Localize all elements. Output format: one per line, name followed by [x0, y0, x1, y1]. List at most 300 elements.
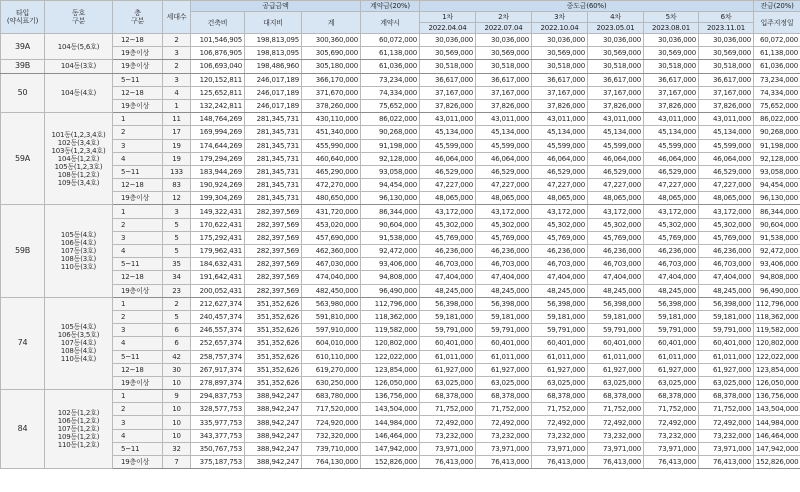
installment-cell: 47,404,000 [420, 271, 476, 284]
building-cost-cell: 252,657,374 [191, 337, 245, 350]
building-cost-cell: 170,622,431 [191, 218, 245, 231]
installment-cell: 37,826,000 [588, 99, 644, 112]
header-contract-time: 계약시 [361, 12, 420, 34]
installment-cell: 48,065,000 [420, 192, 476, 205]
table-row [1, 60, 800, 73]
installment-cell: 47,227,000 [420, 179, 476, 192]
header-installment-date: 2023.11.01 [699, 23, 754, 34]
land-cost-cell: 351,352,626 [245, 297, 302, 310]
units-cell: 6 [163, 324, 191, 337]
remainder-cell: 94,454,000 [754, 179, 800, 192]
units-cell: 35 [163, 258, 191, 271]
table-row [1, 165, 800, 178]
installment-cell: 60,401,000 [476, 337, 532, 350]
installment-cell: 63,025,000 [420, 376, 476, 389]
installment-cell: 76,413,000 [588, 456, 644, 469]
contract-cell: 112,796,000 [361, 297, 420, 310]
land-cost-cell: 281,345,731 [245, 192, 302, 205]
table-row [1, 179, 800, 192]
installment-cell: 45,599,000 [699, 139, 754, 152]
header-remainder: 잔금(20%) [754, 1, 800, 12]
building-cost-cell: 175,292,431 [191, 231, 245, 244]
building-cost-cell: 246,557,374 [191, 324, 245, 337]
table-row [1, 297, 800, 310]
installment-cell: 48,245,000 [588, 284, 644, 297]
installment-cell: 73,971,000 [532, 442, 588, 455]
table-row [1, 231, 800, 244]
installment-cell: 76,413,000 [532, 456, 588, 469]
floor-cell: 12~18 [113, 363, 163, 376]
units-cell: 32 [163, 442, 191, 455]
total-cell: 430,110,000 [302, 113, 361, 126]
header-middle: 중도금(60%) [420, 1, 754, 12]
header-row-1 [1, 1, 800, 12]
remainder-cell: 61,036,000 [754, 60, 800, 73]
installment-cell: 46,064,000 [644, 152, 699, 165]
units-cell: 5 [163, 231, 191, 244]
units-cell: 3 [163, 47, 191, 60]
table-row [1, 376, 800, 389]
installment-cell: 76,413,000 [420, 456, 476, 469]
land-cost-cell: 281,345,731 [245, 152, 302, 165]
building-cost-cell: 120,152,811 [191, 73, 245, 86]
installment-cell: 43,011,000 [699, 113, 754, 126]
installment-cell: 48,245,000 [420, 284, 476, 297]
installment-cell: 71,752,000 [699, 403, 754, 416]
floor-cell: 19층이상 [113, 47, 163, 60]
land-cost-cell: 281,345,731 [245, 179, 302, 192]
remainder-cell: 143,504,000 [754, 403, 800, 416]
installment-cell: 72,492,000 [476, 416, 532, 429]
land-cost-cell: 351,352,626 [245, 324, 302, 337]
header-total: 계 [302, 12, 361, 34]
total-cell: 472,270,000 [302, 179, 361, 192]
installment-cell: 46,529,000 [420, 165, 476, 178]
installment-cell: 48,065,000 [699, 192, 754, 205]
total-cell: 371,670,000 [302, 86, 361, 99]
building-cost-cell: 106,693,040 [191, 60, 245, 73]
building-cost-cell: 190,924,269 [191, 179, 245, 192]
installment-cell: 46,703,000 [699, 258, 754, 271]
floor-cell: 12~18 [113, 86, 163, 99]
installment-cell: 56,398,000 [532, 297, 588, 310]
installment-cell: 61,927,000 [476, 363, 532, 376]
remainder-cell: 61,138,000 [754, 47, 800, 60]
installment-cell: 30,518,000 [644, 60, 699, 73]
installment-cell: 48,245,000 [476, 284, 532, 297]
installment-cell: 63,025,000 [476, 376, 532, 389]
contract-cell: 92,472,000 [361, 245, 420, 258]
contract-cell: 61,138,000 [361, 47, 420, 60]
installment-cell: 45,599,000 [588, 139, 644, 152]
table-row [1, 126, 800, 139]
floor-cell: 2 [113, 403, 163, 416]
installment-cell: 60,401,000 [699, 337, 754, 350]
floor-cell: 19층이상 [113, 99, 163, 112]
installment-cell: 47,404,000 [476, 271, 532, 284]
building-cost-cell: 294,837,753 [191, 390, 245, 403]
building-cost-cell: 328,577,753 [191, 403, 245, 416]
contract-cell: 96,130,000 [361, 192, 420, 205]
land-cost-cell: 281,345,731 [245, 126, 302, 139]
building-cost-cell: 106,876,905 [191, 47, 245, 60]
units-cell: 10 [163, 403, 191, 416]
total-cell: 474,040,000 [302, 271, 361, 284]
table-row [1, 205, 800, 218]
land-cost-cell: 388,942,247 [245, 403, 302, 416]
total-cell: 305,180,000 [302, 60, 361, 73]
installment-cell: 60,401,000 [532, 337, 588, 350]
table-row [1, 152, 800, 165]
installment-cell: 63,025,000 [699, 376, 754, 389]
installment-cell: 30,518,000 [476, 60, 532, 73]
header-contract: 계약금(20%) [361, 1, 420, 12]
installment-cell: 43,011,000 [644, 113, 699, 126]
remainder-cell: 73,234,000 [754, 73, 800, 86]
installment-cell: 43,172,000 [476, 205, 532, 218]
installment-cell: 30,569,000 [644, 47, 699, 60]
installment-cell: 48,245,000 [644, 284, 699, 297]
installment-cell: 45,134,000 [476, 126, 532, 139]
installment-cell: 47,227,000 [588, 179, 644, 192]
installment-cell: 30,569,000 [588, 47, 644, 60]
type-cell: 50 [1, 73, 45, 113]
installment-cell: 72,492,000 [420, 416, 476, 429]
installment-cell: 59,181,000 [644, 310, 699, 323]
building-cost-cell: 200,052,431 [191, 284, 245, 297]
building-cost-cell: 212,627,374 [191, 297, 245, 310]
installment-cell: 47,227,000 [532, 179, 588, 192]
installment-cell: 71,752,000 [476, 403, 532, 416]
installment-cell: 36,617,000 [476, 73, 532, 86]
floor-cell: 3 [113, 324, 163, 337]
header-installment-date: 2023.08.01 [644, 23, 699, 34]
units-cell: 4 [163, 86, 191, 99]
installment-cell: 45,599,000 [420, 139, 476, 152]
installment-cell: 46,703,000 [532, 258, 588, 271]
installment-cell: 43,011,000 [476, 113, 532, 126]
header-installment-label: 5차 [644, 12, 699, 23]
installment-cell: 61,011,000 [532, 350, 588, 363]
installment-cell: 73,232,000 [644, 429, 699, 442]
building-cost-cell: 375,187,753 [191, 456, 245, 469]
units-cell: 34 [163, 271, 191, 284]
installment-cell: 30,036,000 [644, 34, 699, 47]
installment-cell: 37,826,000 [476, 99, 532, 112]
land-cost-cell: 281,345,731 [245, 113, 302, 126]
installment-cell: 30,518,000 [699, 60, 754, 73]
installment-cell: 48,065,000 [588, 192, 644, 205]
installment-cell: 68,378,000 [644, 390, 699, 403]
installment-cell: 56,398,000 [699, 297, 754, 310]
installment-cell: 59,791,000 [476, 324, 532, 337]
remainder-cell: 92,472,000 [754, 245, 800, 258]
header-installment-label: 3차 [532, 12, 588, 23]
total-cell: 305,690,000 [302, 47, 361, 60]
installment-cell: 46,703,000 [420, 258, 476, 271]
floor-cell: 5~11 [113, 258, 163, 271]
installment-cell: 45,599,000 [476, 139, 532, 152]
remainder-cell: 122,022,000 [754, 350, 800, 363]
total-cell: 717,520,000 [302, 403, 361, 416]
installment-cell: 45,599,000 [644, 139, 699, 152]
installment-cell: 63,025,000 [644, 376, 699, 389]
floor-cell: 19층이상 [113, 284, 163, 297]
installment-cell: 61,011,000 [644, 350, 699, 363]
floor-cell: 4 [113, 429, 163, 442]
contract-cell: 91,538,000 [361, 231, 420, 244]
building-cell: 102동(1,2호) 106동(1,2호) 107동(1,2호) 109동(1,2호) 110동(1,2호) [45, 390, 113, 469]
total-cell: 457,690,000 [302, 231, 361, 244]
installment-cell: 43,172,000 [644, 205, 699, 218]
units-cell: 10 [163, 429, 191, 442]
units-cell: 19 [163, 152, 191, 165]
building-cost-cell: 174,644,269 [191, 139, 245, 152]
installment-cell: 45,302,000 [476, 218, 532, 231]
installment-cell: 73,971,000 [699, 442, 754, 455]
floor-cell: 19층이상 [113, 192, 163, 205]
installment-cell: 59,181,000 [532, 310, 588, 323]
building-cost-cell: 184,632,431 [191, 258, 245, 271]
table-row [1, 34, 800, 47]
installment-cell: 45,599,000 [532, 139, 588, 152]
contract-cell: 86,022,000 [361, 113, 420, 126]
installment-cell: 68,378,000 [588, 390, 644, 403]
installment-cell: 73,232,000 [699, 429, 754, 442]
land-cost-cell: 282,397,569 [245, 205, 302, 218]
remainder-cell: 144,984,000 [754, 416, 800, 429]
type-cell: 59B [1, 205, 45, 297]
installment-cell: 73,971,000 [476, 442, 532, 455]
floor-cell: 2 [113, 310, 163, 323]
contract-cell: 94,454,000 [361, 179, 420, 192]
floor-cell: 4 [113, 152, 163, 165]
installment-cell: 56,398,000 [420, 297, 476, 310]
remainder-cell: 112,796,000 [754, 297, 800, 310]
remainder-cell: 136,756,000 [754, 390, 800, 403]
units-cell: 23 [163, 284, 191, 297]
installment-cell: 68,378,000 [532, 390, 588, 403]
type-cell: 39B [1, 60, 45, 73]
remainder-cell: 93,406,000 [754, 258, 800, 271]
remainder-cell: 96,490,000 [754, 284, 800, 297]
installment-cell: 37,167,000 [532, 86, 588, 99]
installment-cell: 71,752,000 [644, 403, 699, 416]
installment-cell: 47,404,000 [699, 271, 754, 284]
remainder-cell: 86,344,000 [754, 205, 800, 218]
installment-cell: 47,404,000 [588, 271, 644, 284]
installment-cell: 45,302,000 [532, 218, 588, 231]
table-row [1, 258, 800, 271]
building-cost-cell: 343,377,753 [191, 429, 245, 442]
installment-cell: 47,404,000 [644, 271, 699, 284]
table-row [1, 271, 800, 284]
installment-cell: 73,971,000 [420, 442, 476, 455]
building-cell: 101동(1,2,3,4호) 102동(3,4호) 103동(1,2,3,4호) 104동(1,2호) 105동(1,2,3호) 108동(1,2호) 109동(3,4호) [45, 113, 113, 205]
building-cost-cell: 350,767,753 [191, 442, 245, 455]
price-table-body [1, 34, 800, 469]
installment-cell: 30,569,000 [420, 47, 476, 60]
units-cell: 133 [163, 165, 191, 178]
contract-cell: 91,198,000 [361, 139, 420, 152]
floor-cell: 5~11 [113, 165, 163, 178]
installment-cell: 43,011,000 [420, 113, 476, 126]
header-installment-date: 2022.04.04 [420, 23, 476, 34]
installment-cell: 59,181,000 [420, 310, 476, 323]
contract-cell: 146,464,000 [361, 429, 420, 442]
installment-cell: 37,826,000 [532, 99, 588, 112]
installment-cell: 37,167,000 [476, 86, 532, 99]
total-cell: 591,810,000 [302, 310, 361, 323]
installment-cell: 73,971,000 [588, 442, 644, 455]
installment-cell: 30,036,000 [532, 34, 588, 47]
remainder-cell: 120,802,000 [754, 337, 800, 350]
remainder-cell: 86,022,000 [754, 113, 800, 126]
building-cost-cell: 258,757,374 [191, 350, 245, 363]
total-cell: 630,250,000 [302, 376, 361, 389]
contract-cell: 75,652,000 [361, 99, 420, 112]
remainder-cell: 94,808,000 [754, 271, 800, 284]
contract-cell: 92,128,000 [361, 152, 420, 165]
installment-cell: 45,302,000 [420, 218, 476, 231]
header-land-cost: 대지비 [245, 12, 302, 34]
installment-cell: 63,025,000 [588, 376, 644, 389]
total-cell: 467,030,000 [302, 258, 361, 271]
building-cell: 105동(4호) 106동(3,5호) 107동(4호) 108동(4호) 110동(4호) [45, 297, 113, 389]
table-row [1, 337, 800, 350]
land-cost-cell: 282,397,569 [245, 258, 302, 271]
floor-cell: 1 [113, 390, 163, 403]
floor-cell: 2 [113, 126, 163, 139]
floor-cell: 5~11 [113, 73, 163, 86]
header-supply: 공급금액 [191, 1, 361, 12]
land-cost-cell: 246,017,189 [245, 99, 302, 112]
units-cell: 3 [163, 73, 191, 86]
installment-cell: 30,036,000 [588, 34, 644, 47]
table-row [1, 86, 800, 99]
type-cell: 59A [1, 113, 45, 205]
building-cost-cell: 179,962,431 [191, 245, 245, 258]
contract-cell: 86,344,000 [361, 205, 420, 218]
units-cell: 17 [163, 126, 191, 139]
installment-cell: 48,065,000 [644, 192, 699, 205]
installment-cell: 43,172,000 [699, 205, 754, 218]
floor-cell: 12~18 [113, 179, 163, 192]
header-installment-date: 2022.10.04 [532, 23, 588, 34]
installment-cell: 37,826,000 [420, 99, 476, 112]
building-cell: 104동(3호) [45, 60, 113, 73]
installment-cell: 47,227,000 [699, 179, 754, 192]
remainder-cell: 123,854,000 [754, 363, 800, 376]
floor-cell: 12~18 [113, 34, 163, 47]
installment-cell: 36,617,000 [699, 73, 754, 86]
land-cost-cell: 282,397,569 [245, 231, 302, 244]
total-cell: 366,170,000 [302, 73, 361, 86]
installment-cell: 37,826,000 [644, 99, 699, 112]
building-cost-cell: 148,764,269 [191, 113, 245, 126]
installment-cell: 56,398,000 [476, 297, 532, 310]
installment-cell: 30,518,000 [532, 60, 588, 73]
installment-cell: 45,134,000 [588, 126, 644, 139]
land-cost-cell: 198,813,095 [245, 34, 302, 47]
contract-cell: 122,022,000 [361, 350, 420, 363]
land-cost-cell: 282,397,569 [245, 245, 302, 258]
units-cell: 9 [163, 390, 191, 403]
remainder-cell: 126,050,000 [754, 376, 800, 389]
installment-cell: 47,227,000 [476, 179, 532, 192]
table-row [1, 363, 800, 376]
installment-cell: 43,011,000 [588, 113, 644, 126]
contract-cell: 136,756,000 [361, 390, 420, 403]
remainder-cell: 75,652,000 [754, 99, 800, 112]
total-cell: 482,450,000 [302, 284, 361, 297]
contract-cell: 147,942,000 [361, 442, 420, 455]
installment-cell: 45,769,000 [532, 231, 588, 244]
installment-cell: 61,011,000 [699, 350, 754, 363]
installment-cell: 61,011,000 [420, 350, 476, 363]
installment-cell: 37,167,000 [699, 86, 754, 99]
floor-cell: 19층이상 [113, 456, 163, 469]
contract-cell: 94,808,000 [361, 271, 420, 284]
units-cell: 30 [163, 363, 191, 376]
land-cost-cell: 351,352,626 [245, 363, 302, 376]
remainder-cell: 91,538,000 [754, 231, 800, 244]
installment-cell: 45,302,000 [644, 218, 699, 231]
building-cell: 104동(4호) [45, 73, 113, 113]
units-cell: 5 [163, 310, 191, 323]
building-cost-cell: 183,944,269 [191, 165, 245, 178]
table-row [1, 47, 800, 60]
floor-cell: 5~11 [113, 350, 163, 363]
installment-cell: 45,134,000 [532, 126, 588, 139]
floor-cell: 19층이상 [113, 376, 163, 389]
installment-cell: 30,569,000 [532, 47, 588, 60]
total-cell: 764,130,000 [302, 456, 361, 469]
contract-cell: 90,604,000 [361, 218, 420, 231]
installment-cell: 46,529,000 [644, 165, 699, 178]
remainder-cell: 147,942,000 [754, 442, 800, 455]
installment-cell: 46,064,000 [532, 152, 588, 165]
contract-cell: 96,490,000 [361, 284, 420, 297]
installment-cell: 37,167,000 [420, 86, 476, 99]
remainder-cell: 96,130,000 [754, 192, 800, 205]
installment-cell: 45,134,000 [420, 126, 476, 139]
installment-cell: 73,232,000 [588, 429, 644, 442]
installment-cell: 61,927,000 [644, 363, 699, 376]
contract-cell: 93,406,000 [361, 258, 420, 271]
units-cell: 5 [163, 218, 191, 231]
header-building: 동호 구분 [45, 1, 113, 34]
installment-cell: 30,518,000 [420, 60, 476, 73]
table-row [1, 429, 800, 442]
installment-cell: 36,617,000 [644, 73, 699, 86]
remainder-cell: 91,198,000 [754, 139, 800, 152]
remainder-cell: 92,128,000 [754, 152, 800, 165]
installment-cell: 30,036,000 [420, 34, 476, 47]
table-row [1, 113, 800, 126]
installment-cell: 46,529,000 [588, 165, 644, 178]
installment-cell: 37,167,000 [588, 86, 644, 99]
total-cell: 739,710,000 [302, 442, 361, 455]
land-cost-cell: 388,942,247 [245, 442, 302, 455]
installment-cell: 56,398,000 [644, 297, 699, 310]
total-cell: 683,780,000 [302, 390, 361, 403]
total-cell: 378,260,000 [302, 99, 361, 112]
contract-cell: 90,268,000 [361, 126, 420, 139]
installment-cell: 71,752,000 [588, 403, 644, 416]
installment-cell: 61,927,000 [532, 363, 588, 376]
installment-cell: 76,413,000 [476, 456, 532, 469]
